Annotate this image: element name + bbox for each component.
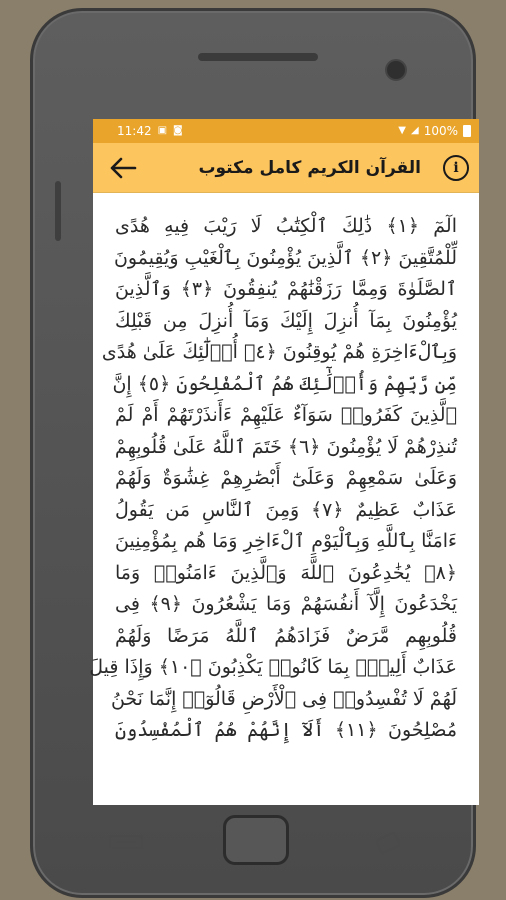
menu-hardware-button[interactable] xyxy=(109,835,143,849)
screen xyxy=(89,119,479,805)
verse-line: لَهُمْ لَا تُفْسِدُوا۟ فِى ٱلْأَرْضِ قَالُوٓا۟ إِنَّمَا نَحْنُ xyxy=(110,687,457,710)
verse-line: ٱلَّذِينَ كَفَرُوا۟ سَوَآءٌ عَلَيْهِمْ ءَأَنذَرْتَهُمْ أَمْ لَمْ xyxy=(115,404,457,426)
verse-line: وَبِٱلْءَاخِرَةِ هُمْ يُوقِنُونَ ﴿٤﴾ أُو۟لَٰٓئِكَ عَلَىٰ هُدًى xyxy=(101,341,457,363)
battery-percent: 100% xyxy=(423,124,458,138)
app-notification-icon: ◙ xyxy=(173,125,183,136)
front-camera xyxy=(385,59,407,81)
arrow-left-icon xyxy=(110,157,136,179)
verse-line: مِّن رَّبِّهِمْ وَأُو۟لَٰٓئِكَ هُمُ ٱلْمُفْلِحُونَ ﴿٥﴾ إِنَّ xyxy=(112,372,457,395)
status-left xyxy=(117,124,183,138)
verse-line: يَخْدَعُونَ إِلَّآ أَنفُسَهُمْ وَمَا يَشْعُرُونَ ﴿٩﴾ فِى xyxy=(115,593,458,615)
app-title: القرآن الكريم كامل مكتوب xyxy=(198,157,421,178)
verse-line: الٓمٓ ﴿١﴾ ذَٰلِكَ ٱلْكِتَٰبُ لَا رَيْبَ فِيهِ هُدًى xyxy=(115,215,457,237)
verse-line: قُلُوبِهِم مَّرَضٌ فَزَادَهُمُ ٱللَّهُ مَرَضًا وَلَهُمْ xyxy=(115,624,457,647)
battery-icon xyxy=(463,125,471,137)
app-bar xyxy=(93,143,479,193)
speaker-grille xyxy=(198,53,318,61)
status-bar xyxy=(93,119,479,143)
back-hardware-button[interactable] xyxy=(375,831,402,855)
verse-line: ﴿٨﴾ يُخَٰدِعُونَ ٱللَّهَ وَٱلَّذِينَ ءَامَنُوا۟ وَمَا xyxy=(115,561,457,584)
status-time: 11:42 xyxy=(117,124,152,138)
wifi-icon: ▼ xyxy=(398,125,406,136)
back-button[interactable] xyxy=(109,154,137,182)
verse-line: ءَامَنَّا بِٱللَّهِ وَبِٱلْيَوْمِ ٱلْءَاخِرِ وَمَا هُم بِمُؤْمِنِينَ xyxy=(115,530,457,552)
verse-line: يُؤْمِنُونَ بِمَآ أُنزِلَ إِلَيْكَ وَمَآ أُنزِلَ مِن قَبْلِكَ xyxy=(115,309,457,332)
phone-controls xyxy=(33,799,473,895)
verse-line: عَذَابٌ أَلِيمٌۢ بِمَا كَانُوا۟ يَكْذِبُونَ ﴿١٠﴾ وَإِذَا قِيلَ xyxy=(89,656,457,678)
verse-line: تُنذِرْهُمْ لَا يُؤْمِنُونَ ﴿٦﴾ خَتَمَ ٱللَّهُ عَلَىٰ قُلُوبِهِمْ xyxy=(114,435,457,458)
info-button[interactable] xyxy=(443,155,469,181)
phone-frame xyxy=(30,8,476,898)
verse-line: ٱلصَّلَوٰةَ وَمِمَّا رَزَقْنَٰهُمْ يُنفِقُونَ ﴿٣﴾ وَٱلَّذِينَ xyxy=(115,278,457,300)
verse-line: لِّلْمُتَّقِينَ ﴿٢﴾ ٱلَّذِينَ يُؤْمِنُونَ بِٱلْغَيْبِ وَيُقِيمُونَ xyxy=(113,246,457,269)
quran-text xyxy=(89,193,479,747)
side-button xyxy=(55,181,61,241)
home-hardware-button[interactable] xyxy=(223,815,289,865)
verse-line: مُصْلِحُونَ ﴿١١﴾ أَلَآ إِنَّهُمْ هُمُ ٱلْمُفْسِدُونَ xyxy=(115,719,458,741)
info-circle-icon: i xyxy=(453,159,459,176)
verse-line: عَذَابٌ عَظِيمٌ ﴿٧﴾ وَمِنَ ٱلنَّاسِ مَن يَقُولُ xyxy=(115,498,457,521)
image-notification-icon: ▣ xyxy=(157,125,168,136)
signal-icon: ◢ xyxy=(410,125,419,136)
verse-line: وَعَلَىٰ سَمْعِهِمْ وَعَلَىٰٓ أَبْصَٰرِهِمْ غِشَٰوَةٌ وَلَهُمْ xyxy=(115,467,457,489)
status-right xyxy=(398,124,471,138)
